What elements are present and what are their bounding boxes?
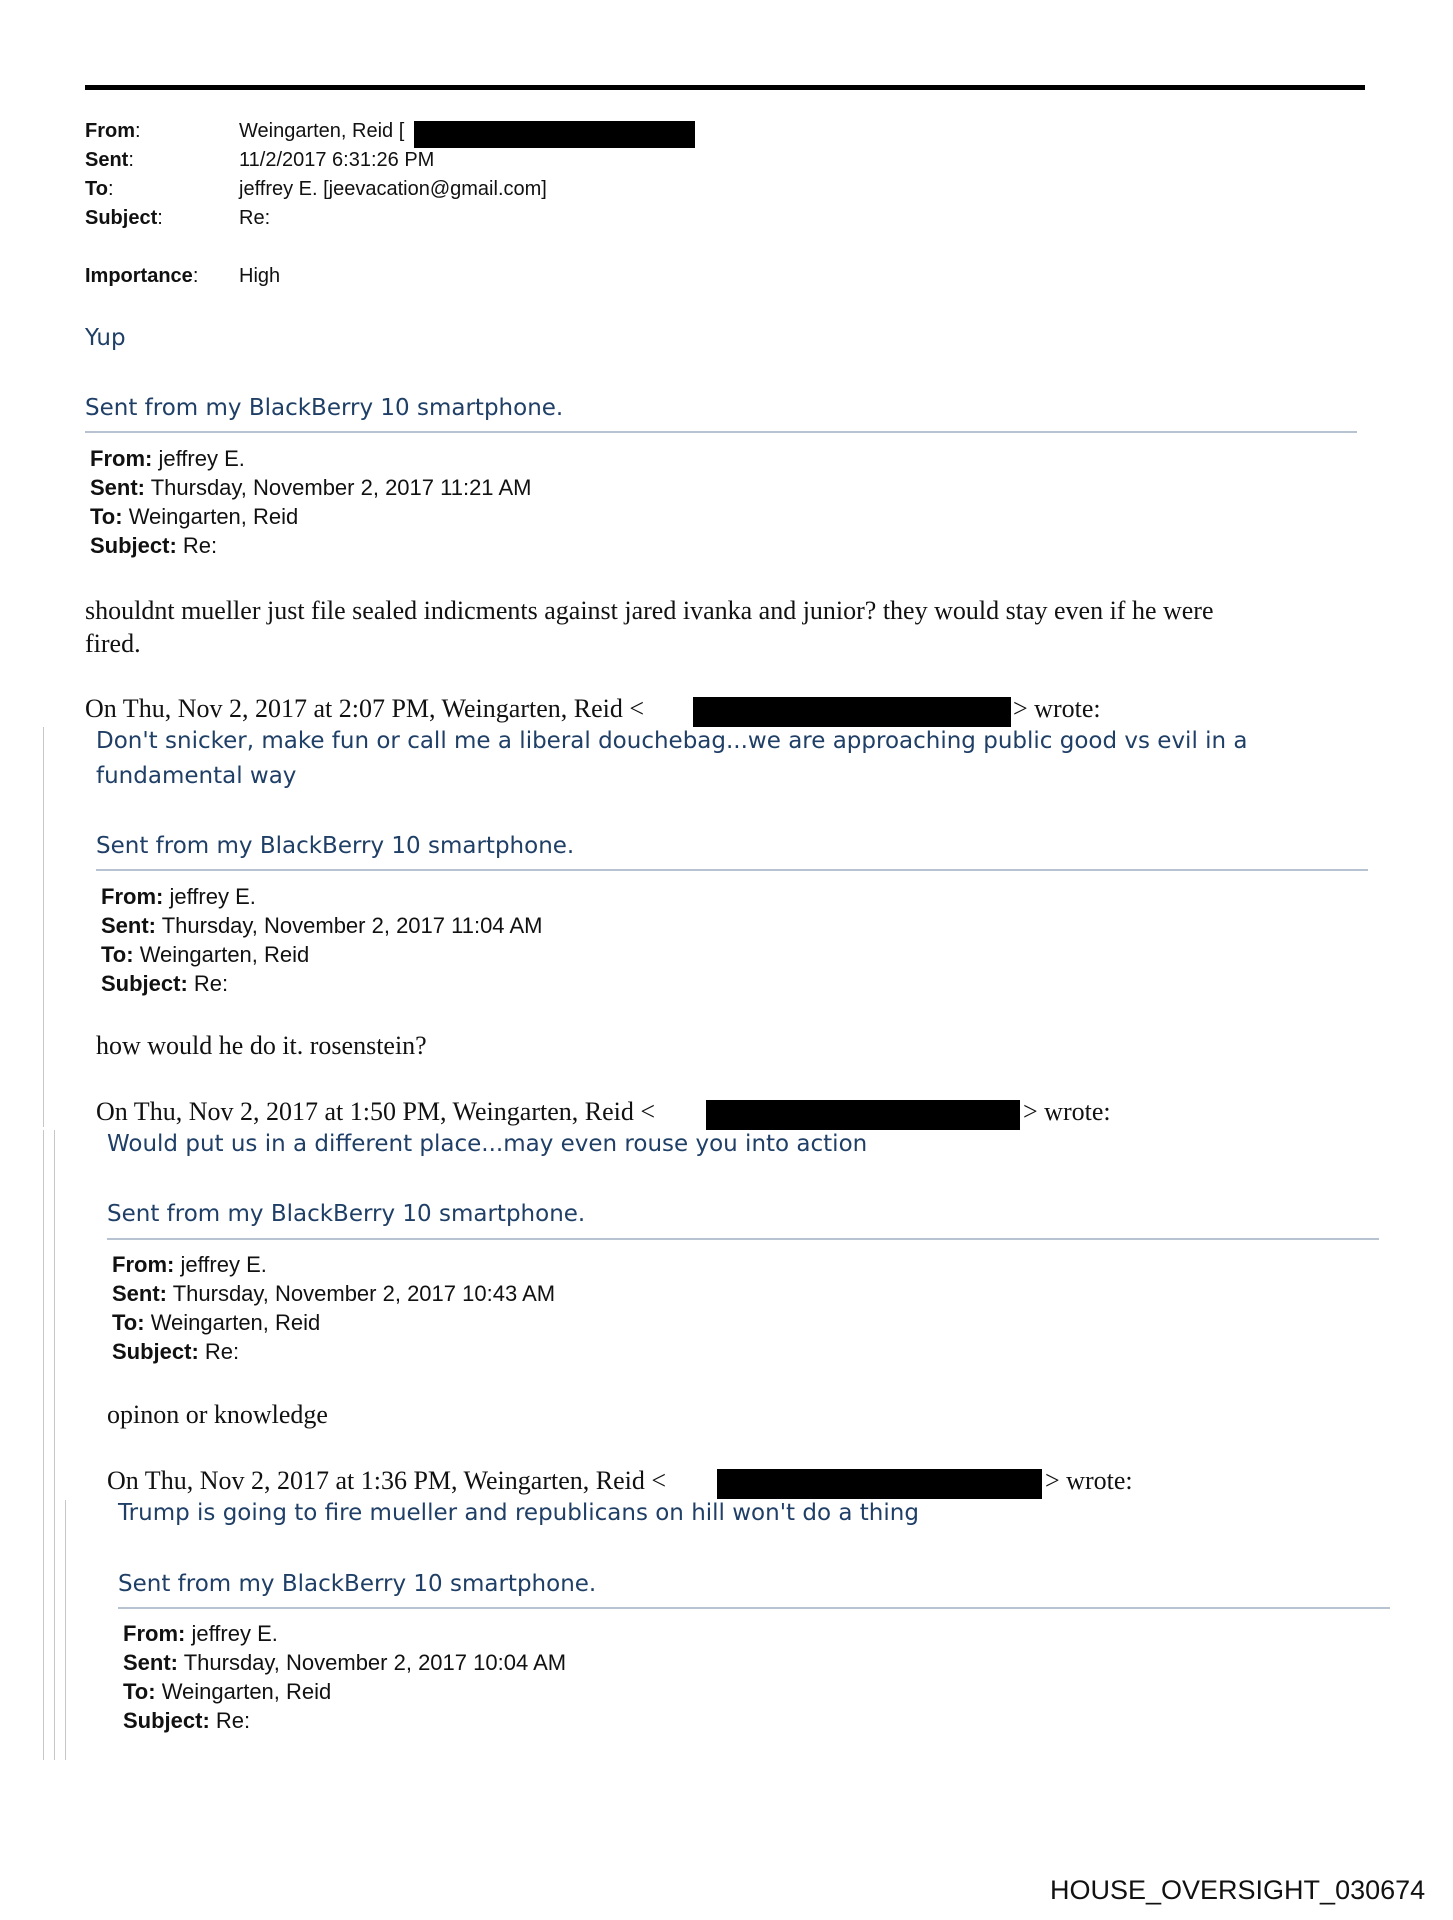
from-value: Weingarten, Reid [ xyxy=(239,120,405,142)
from-value: jeffrey E. xyxy=(174,1252,267,1277)
wrote-line-prefix: On Thu, Nov 2, 2017 at 2:07 PM, Weingarten, Reid < xyxy=(85,694,645,723)
quoted-header xyxy=(112,1250,555,1366)
to-value: Weingarten, Reid xyxy=(155,1679,332,1704)
separator-line xyxy=(85,431,1357,433)
redaction-block xyxy=(706,1100,1020,1130)
separator-line xyxy=(96,869,1368,871)
wrote-line-prefix: On Thu, Nov 2, 2017 at 1:36 PM, Weingarten, Reid < xyxy=(107,1466,667,1495)
subject-value: Re: xyxy=(239,207,271,229)
to-label: To xyxy=(85,178,108,200)
sent-label: Sent: xyxy=(101,913,156,938)
reply-body: Yup xyxy=(85,325,126,351)
subject-label: Subject: xyxy=(123,1708,210,1733)
subject-value: Re: xyxy=(187,971,229,996)
from-label: From: xyxy=(123,1621,186,1646)
quote-bar xyxy=(65,1500,66,1760)
redaction-block xyxy=(717,1469,1042,1499)
separator-line xyxy=(118,1607,1390,1609)
from-label: From: xyxy=(112,1252,175,1277)
to-value: jeffrey E. [jeevacation@gmail.com] xyxy=(239,178,547,200)
quote-bar xyxy=(54,1130,55,1500)
reply-body-line: fundamental way xyxy=(96,763,297,789)
reply-body-line: Don't snicker, make fun or call me a liberal douchebag...we are approaching public good vs evil in a xyxy=(96,728,1248,754)
sent-label: Sent: xyxy=(112,1281,167,1306)
sent-value: Thursday, November 2, 2017 10:04 AM xyxy=(178,1650,567,1675)
sent-value: Thursday, November 2, 2017 10:43 AM xyxy=(167,1281,556,1306)
from-value: jeffrey E. xyxy=(152,446,245,471)
wrote-line-suffix: > wrote: xyxy=(1013,694,1101,723)
sent-value: 11/2/2017 6:31:26 PM xyxy=(239,149,435,171)
from-label: From: xyxy=(101,884,164,909)
quote-bar xyxy=(43,1500,44,1760)
to-label: To: xyxy=(90,504,123,529)
subject-value: Re: xyxy=(198,1339,240,1364)
quoted-header xyxy=(123,1619,566,1735)
colon: : xyxy=(192,265,199,287)
signature: Sent from my BlackBerry 10 smartphone. xyxy=(107,1201,586,1227)
wrote-line-suffix: > wrote: xyxy=(1023,1097,1111,1126)
colon: : xyxy=(157,207,163,229)
to-label: To: xyxy=(112,1310,145,1335)
subject-label: Subject: xyxy=(112,1339,199,1364)
signature: Sent from my BlackBerry 10 smartphone. xyxy=(118,1571,597,1597)
quoted-header xyxy=(90,444,531,560)
sent-label: Sent xyxy=(85,149,129,171)
from-value: jeffrey E. xyxy=(185,1621,278,1646)
separator-line xyxy=(107,1238,1379,1240)
to-value: Weingarten, Reid xyxy=(144,1310,321,1335)
top-rule xyxy=(85,85,1365,90)
message-body-line: shouldnt mueller just file sealed indicments against jared ivanka and junior? they would stay even if he were xyxy=(85,596,1214,625)
from-label: From: xyxy=(90,446,153,471)
signature: Sent from my BlackBerry 10 smartphone. xyxy=(96,833,575,859)
to-label: To: xyxy=(101,942,134,967)
subject-value: Re: xyxy=(209,1708,251,1733)
redaction-block xyxy=(414,121,695,148)
to-value: Weingarten, Reid xyxy=(133,942,310,967)
quoted-header xyxy=(101,882,542,998)
subject-label: Subject xyxy=(85,207,158,229)
wrote-line-prefix: On Thu, Nov 2, 2017 at 1:50 PM, Weingarten, Reid < xyxy=(96,1097,656,1126)
to-value: Weingarten, Reid xyxy=(122,504,299,529)
reply-body: Would put us in a different place...may even rouse you into action xyxy=(107,1131,868,1157)
sent-label: Sent: xyxy=(90,475,145,500)
to-label: To: xyxy=(123,1679,156,1704)
colon: : xyxy=(128,149,134,171)
quote-bar xyxy=(54,1500,55,1760)
importance-value: High xyxy=(239,265,281,287)
signature: Sent from my BlackBerry 10 smartphone. xyxy=(85,395,564,421)
sent-value: Thursday, November 2, 2017 11:21 AM xyxy=(145,475,532,500)
subject-value: Re: xyxy=(176,533,218,558)
sent-label: Sent: xyxy=(123,1650,178,1675)
message-body: opinon or knowledge xyxy=(107,1400,328,1429)
wrote-line-suffix: > wrote: xyxy=(1045,1466,1133,1495)
message-body: how would he do it. rosenstein? xyxy=(96,1031,427,1060)
bates-number: HOUSE_OVERSIGHT_030674 xyxy=(1050,1875,1426,1905)
sent-value: Thursday, November 2, 2017 11:04 AM xyxy=(156,913,543,938)
from-label: From xyxy=(85,120,135,142)
quote-bar xyxy=(43,1130,44,1500)
subject-label: Subject: xyxy=(90,533,177,558)
subject-label: Subject: xyxy=(101,971,188,996)
from-value: jeffrey E. xyxy=(163,884,256,909)
colon: : xyxy=(135,120,141,142)
colon: : xyxy=(107,178,114,200)
importance-label: Importance xyxy=(85,265,193,287)
quote-bar xyxy=(43,727,44,1127)
message-body-line: fired. xyxy=(85,629,141,658)
reply-body: Trump is going to fire mueller and republicans on hill won't do a thing xyxy=(118,1500,919,1526)
redaction-block xyxy=(693,697,1011,727)
